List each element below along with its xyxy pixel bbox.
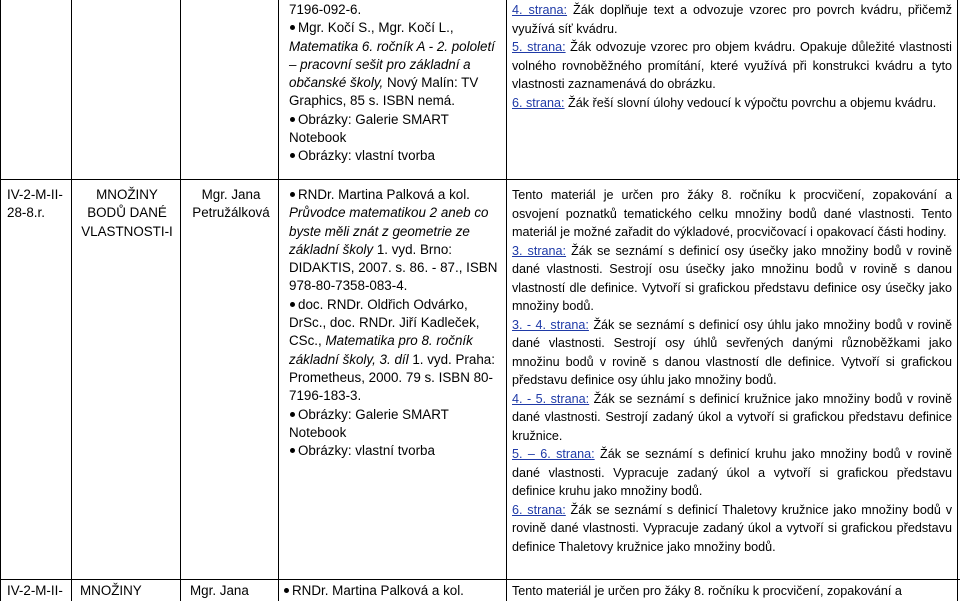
description-paragraph: Tento materiál je určen pro žáky 8. ročníku k procvičení, zopakování a osvojení poznatků tematického celku množiny bodů dané vlastnosti. Tento materiál je možné zařadit do výkladové, procvičovací i opakovací části hodiny.	[512, 188, 952, 239]
column-divider	[506, 0, 507, 601]
source-item: 7196-092-6.	[289, 2, 362, 17]
lesson-title: MNOŽINY	[80, 583, 142, 598]
description-paragraph: 6. strana: Žák řeší slovní úlohy vedoucí k výpočtu povrchu a objemu kvádru.	[512, 95, 937, 110]
table-border-right	[957, 0, 958, 601]
row-divider	[0, 579, 960, 580]
page-reference-link[interactable]: 3. strana:	[512, 243, 567, 258]
bullet-icon	[290, 117, 295, 122]
source-item: Obrázky: Galerie SMART Notebook	[289, 111, 449, 146]
description-cell	[512, 186, 952, 556]
sources-cell	[289, 186, 499, 460]
source-item: Obrázky: vlastní tvorba	[289, 147, 499, 165]
source-item: Mgr. Kočí S., Mgr. Kočí L., Matematika 6. ročník A - 2. pololetí – pracovní sešit pro základní a občanské školy, Nový Malín: TV Graphics, 85 s. ISBN nemá.	[289, 20, 495, 109]
description-paragraph: 5. strana: Žák odvozuje vzorec pro objem kvádru. Opakuje důležité vlastnosti volného rovnoběžného promítání, které využívá při konstrukci kvádru a tyto vlastnosti zaznamenává do obrázku.	[512, 40, 952, 91]
description-paragraph: 3. strana: Žák se seznámí s definicí osy úsečky jako množiny bodů v rovině dané vlastnosti. Sestrojí osu úsečky jako množinu bodů v rovině s danou vlastností dle definice. Vytvoří si grafickou představu definice osy úsečky jako množiny bodů.	[512, 243, 952, 313]
table-border-left	[0, 0, 1, 601]
bullet-icon	[284, 588, 289, 593]
description-paragraph: Tento materiál je určen pro žáky 8. ročníku k procvičení, zopakování a	[512, 584, 902, 598]
description-paragraph: 6. strana: Žák se seznámí s definicí Thaletovy kružnice jako množiny bodů v rovině dané vlastnosti. Vypracuje zadaný úkol a vytvoří si grafickou představu definice Thaletovy kružnice jako množiny bodů.	[512, 502, 952, 554]
column-divider	[71, 0, 72, 601]
source-item: doc. RNDr. Oldřich Odvárko, DrSc., doc. RNDr. Jiří Kadleček, CSc., Matematika pro 8. ročník základní školy, 3. díl 1. vyd. Praha: Prometheus, 2000. 79 s. ISBN 80-7196-183-3.	[289, 296, 495, 404]
lesson-author: Mgr. Jana Petružálková	[192, 187, 270, 221]
source-item: Obrázky: vlastní tvorba	[289, 442, 499, 460]
description-paragraph: 4. - 5. strana: Žák se seznámí s definicí kružnice jako množiny bodů v rovině dané vlastnosti. Sestrojí zadaný úkol a vytvoří si grafickou představu definice kružnice.	[512, 391, 952, 443]
description-paragraph: 3. - 4. strana: Žák se seznámí s definicí osy úhlu jako množiny bodů v rovině dané vlastnosti. Sestrojí osy úhlů sevřených danými různoběžkami jako množinu bodů v rovině s danou vlastností dle definice. Vytvoří si grafickou představu definice osy úhlu jako množiny bodů.	[512, 317, 952, 387]
bullet-icon	[290, 153, 295, 158]
source-item: RNDr. Martina Palková a kol. Průvodce matematikou 2 aneb co byste měli znát z geometrie ze základní školy 1. vyd. Brno: DIDAKTIS, 2007. s. 86. - 87., ISBN 978-80-7358-083-4.	[289, 187, 498, 294]
sources-cell	[289, 1, 499, 166]
bullet-icon	[290, 448, 295, 453]
lesson-code: IV-2-M-II-28-8.r.	[7, 187, 63, 221]
page-reference-link[interactable]: 6. strana:	[512, 502, 566, 517]
page-reference-link[interactable]: 4. strana:	[512, 3, 568, 17]
source-item: Obrázky: Galerie SMART Notebook	[289, 406, 449, 440]
column-divider	[180, 0, 181, 601]
description-paragraph: 5. – 6. strana: Žák se seznámí s definicí kruhu jako množiny bodů v rovině dané vlastnosti. Vypracuje zadaný úkol a vytvoří si grafickou představu definice kruhu jako množiny bodů.	[512, 447, 952, 498]
bullet-icon	[290, 25, 295, 30]
lesson-author: Mgr. Jana	[190, 583, 249, 598]
description-cell	[512, 1, 952, 112]
page-reference-link[interactable]: 5. strana:	[512, 40, 566, 54]
source-item: RNDr. Martina Palková a kol.	[283, 582, 464, 600]
lesson-title: MNOŽINY BODŮ DANÉ VLASTNOSTI-I	[81, 187, 173, 239]
description-paragraph: 4. strana: Žák doplňuje text a odvozuje vzorec pro povrch kvádru, přičemž využívá síť kvádru.	[512, 3, 952, 36]
page-reference-link[interactable]: 3. - 4. strana:	[512, 317, 589, 332]
column-divider	[278, 0, 279, 601]
page-reference-link[interactable]: 6. strana:	[512, 95, 565, 110]
page-reference-link[interactable]: 5. – 6. strana:	[512, 447, 595, 461]
lesson-code: IV-2-M-II-	[7, 583, 63, 598]
bullet-icon	[290, 192, 295, 197]
row-divider	[0, 179, 960, 180]
bullet-icon	[290, 302, 295, 307]
bullet-icon	[290, 412, 295, 417]
page-reference-link[interactable]: 4. - 5. strana:	[512, 391, 590, 406]
